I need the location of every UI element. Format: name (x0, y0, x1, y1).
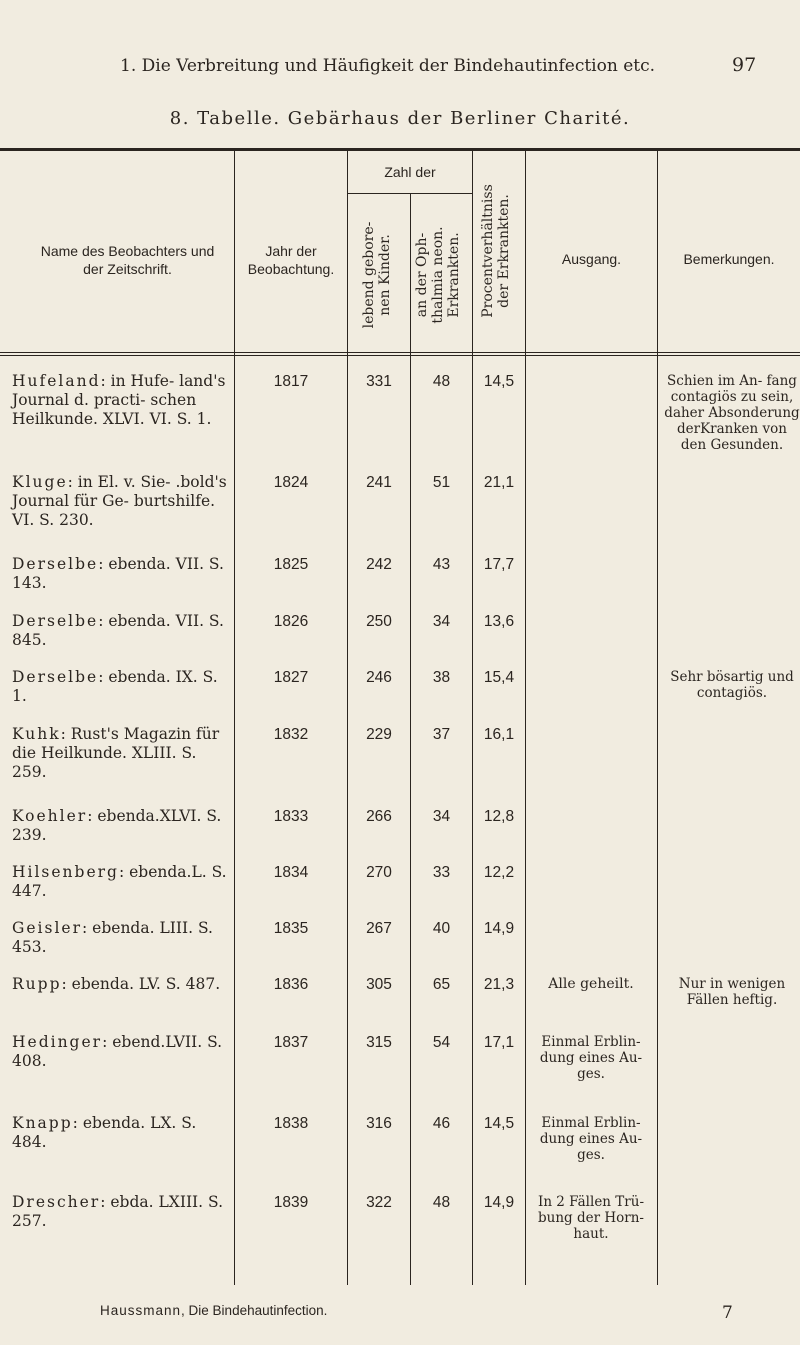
column-header-percent: Procentverhältniss der Erkrankten. (480, 184, 512, 318)
table-row: Geisler: ebenda. LIII. S. 453. (12, 919, 213, 956)
outcome-cell: Einmal Erblin- dung eines Au- ges. (539, 1034, 643, 1082)
table-row: Hilsenberg: ebenda.L. S. 447. (12, 863, 227, 900)
footer-author: Haussmann (100, 1303, 182, 1318)
table-row: Hufeland: in Hufe- land's Journal d. practi- schen Heilkunde. XLVI. VI. S. 1. (12, 372, 226, 428)
author-name: Geisler (12, 919, 83, 937)
born-count: 229 (366, 726, 392, 743)
year-cell: 1836 (273, 976, 309, 993)
sick-count: 43 (432, 556, 451, 573)
born-count: 316 (366, 1115, 392, 1132)
year-cell: 1826 (273, 613, 309, 630)
percent-cell: 14,9 (483, 920, 515, 937)
column-header-born: lebend gebore- nen Kinder. (361, 221, 393, 329)
column-divider (234, 150, 235, 1285)
outcome-cell: Einmal Erblin- dung eines Au- ges. (539, 1115, 643, 1163)
author-name: Derselbe (12, 668, 99, 686)
percent-cell: 14,5 (483, 1115, 515, 1132)
percent-cell: 12,8 (483, 808, 515, 825)
source-reference: ebenda. LV. S. 487. (71, 975, 221, 993)
signature-mark: 7 (722, 1303, 733, 1323)
author-name: Knapp (12, 1114, 73, 1132)
born-count: 270 (366, 864, 392, 881)
source-reference: ebenda.L. S. 447. (12, 863, 227, 900)
author-name: Hilsenberg (12, 863, 119, 881)
table-caption: 8. Tabelle. Gebärhaus der Berliner Charité. (169, 108, 631, 129)
percent-cell: 15,4 (483, 669, 515, 686)
year-cell: 1835 (273, 920, 309, 937)
outcome-cell: In 2 Fällen Trü- bung der Horn- haut. (537, 1194, 645, 1242)
column-header-outcome: Ausgang. (561, 251, 622, 267)
outcome-cell: Alle geheilt. (548, 976, 634, 992)
author-name: Drescher (12, 1193, 101, 1211)
year-cell: 1838 (273, 1115, 309, 1132)
table-row: Drescher: ebda. LXIII. S. 257. (12, 1193, 224, 1230)
born-count: 331 (366, 373, 392, 390)
table-row: Kluge: in El. v. Sie- .bold's Journal für Ge- burtshilfe. VI. S. 230. (12, 473, 227, 529)
born-count: 241 (366, 474, 392, 491)
sick-count: 37 (432, 726, 451, 743)
table-row: Kuhk: Rust's Magazin für die Heilkunde. XLIII. S. 259. (12, 725, 220, 781)
column-header-year: Jahr der Beobachtung. (247, 243, 335, 277)
born-count: 305 (366, 976, 392, 993)
source-reference: ebenda. IX. S. 1. (12, 668, 218, 705)
year-cell: 1834 (273, 864, 309, 881)
percent-cell: 12,2 (483, 864, 515, 881)
year-cell: 1837 (273, 1034, 309, 1051)
author-name: Derselbe (12, 612, 99, 630)
author-name: Kluge (12, 473, 68, 491)
percent-cell: 17,1 (483, 1034, 515, 1051)
percent-cell: 14,9 (483, 1194, 515, 1211)
author-name: Hedinger (12, 1033, 103, 1051)
header-bottom-rule (0, 352, 800, 353)
sick-count: 40 (432, 920, 451, 937)
year-cell: 1827 (273, 669, 309, 686)
column-divider (525, 150, 526, 1285)
percent-cell: 21,1 (483, 474, 515, 491)
column-divider (657, 150, 658, 1285)
footer-title: , Die Bindehautinfection. (181, 1303, 328, 1318)
sick-count: 34 (432, 808, 451, 825)
born-count: 322 (366, 1194, 392, 1211)
percent-cell: 21,3 (483, 976, 515, 993)
source-reference: ebend.LVII. S. 408. (12, 1033, 223, 1070)
born-count: 250 (366, 613, 392, 630)
born-count: 246 (366, 669, 392, 686)
author-name: Hufeland (12, 372, 101, 390)
top-rule (0, 148, 800, 151)
source-reference: in El. v. Sie- .bold's Journal für Ge- burtshilfe. VI. S. 230. (12, 473, 227, 529)
running-header: 1. Die Verbreitung und Häufigkeit der Bindehautinfection etc. (120, 56, 656, 76)
sick-count: 48 (432, 1194, 451, 1211)
percent-cell: 16,1 (483, 726, 515, 743)
remark-cell: Schien im An- fang contagiös zu sein, daher Absonderung derKranken von den Gesunden. (664, 373, 800, 453)
source-reference: ebenda. VII. S. 143. (12, 555, 224, 592)
source-reference: ebenda. VII. S. 845. (12, 612, 224, 649)
year-cell: 1825 (273, 556, 309, 573)
table-row: Derselbe: ebenda. VII. S. 845. (12, 612, 224, 649)
source-reference: ebda. LXIII. S. 257. (12, 1193, 224, 1230)
table-row: Rupp: ebenda. LV. S. 487. (12, 975, 221, 993)
table-row: Knapp: ebenda. LX. S. 484. (12, 1114, 197, 1151)
table-row: Derselbe: ebenda. VII. S. 143. (12, 555, 224, 592)
column-header-sick: an der Oph- thalmia neon. Erkrankten. (414, 226, 462, 324)
percent-cell: 14,5 (483, 373, 515, 390)
born-count: 266 (366, 808, 392, 825)
percent-cell: 13,6 (483, 613, 515, 630)
percent-cell: 17,7 (483, 556, 515, 573)
year-cell: 1824 (273, 474, 309, 491)
column-header-remarks: Bemerkungen. (683, 251, 775, 267)
author-name: Derselbe (12, 555, 99, 573)
born-count: 315 (366, 1034, 392, 1051)
born-count: 242 (366, 556, 392, 573)
table-row: Hedinger: ebend.LVII. S. 408. (12, 1033, 223, 1070)
sick-count: 46 (432, 1115, 451, 1132)
footer-line (100, 1303, 327, 1318)
column-header-name: Name des Beobachters und der Zeitschrift. (40, 243, 215, 277)
year-cell: 1833 (273, 808, 309, 825)
source-reference: in Hufe- land's Journal d. practi- schen Heilkunde. XLVI. VI. S. 1. (12, 372, 226, 428)
year-cell: 1832 (273, 726, 309, 743)
sick-count: 48 (432, 373, 451, 390)
table-row: Koehler: ebenda.XLVI. S. 239. (12, 807, 222, 844)
sick-count: 54 (432, 1034, 451, 1051)
header-bottom-rule-2 (0, 355, 800, 356)
sick-count: 65 (432, 976, 451, 993)
source-reference: ebenda. LX. S. 484. (12, 1114, 197, 1151)
remark-cell: Nur in wenigen Fällen heftig. (678, 976, 786, 1008)
sick-count: 33 (432, 864, 451, 881)
source-reference: Rust's Magazin für die Heilkunde. XLIII. S. 259. (12, 725, 220, 781)
table-row: Derselbe: ebenda. IX. S. 1. (12, 668, 218, 705)
source-reference: ebenda. LIII. S. 453. (12, 919, 213, 956)
remark-cell: Sehr bösartig und contagiös. (670, 669, 794, 701)
author-name: Rupp (12, 975, 62, 993)
sick-count: 38 (432, 669, 451, 686)
page-number: 97 (732, 54, 757, 76)
born-count: 267 (366, 920, 392, 937)
source-reference: ebenda.XLVI. S. 239. (12, 807, 222, 844)
sick-count: 51 (432, 474, 451, 491)
sick-count: 34 (432, 613, 451, 630)
author-name: Kuhk (12, 725, 61, 743)
year-cell: 1817 (273, 373, 309, 390)
column-header-zahl-der: Zahl der (384, 164, 436, 180)
author-name: Koehler (12, 807, 88, 825)
year-cell: 1839 (273, 1194, 309, 1211)
